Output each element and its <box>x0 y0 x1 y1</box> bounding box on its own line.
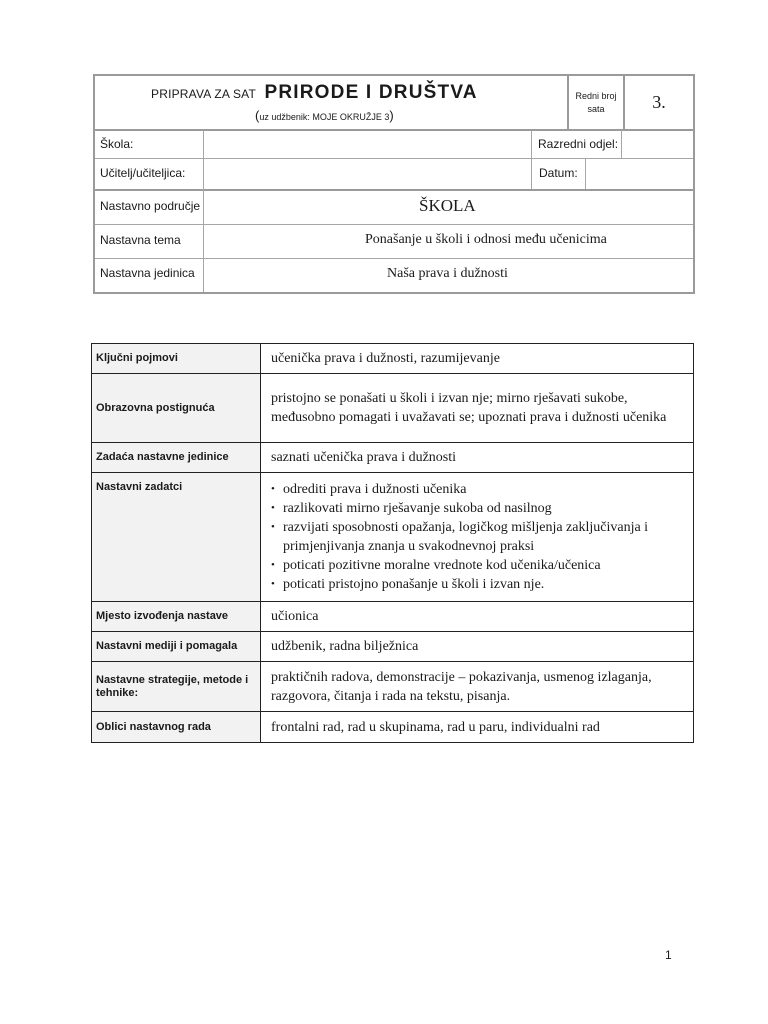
list-item: • razvijati sposobnosti opažanja, logičkog mišljenja zaključivanja i primjenjivanja znanja u svakodnevnoj praksi <box>271 518 685 556</box>
divider <box>621 130 622 159</box>
date-label: Datum: <box>539 166 578 180</box>
divider <box>531 130 532 189</box>
lesson-number-label: Redni broj sata <box>567 76 623 129</box>
table-row <box>92 443 694 473</box>
subject-area-label: Nastavno područje <box>100 199 201 213</box>
table-row <box>92 374 694 443</box>
educational-outcomes-label: Obrazovna postignuća <box>92 374 261 443</box>
school-label: Škola: <box>100 137 134 151</box>
media-value: udžbenik, radna bilježnica <box>261 632 694 662</box>
teaching-tasks-list <box>271 480 685 594</box>
divider <box>585 159 586 189</box>
list-item: • poticati pristojno ponašanje u školi i izvan nje. <box>271 575 685 594</box>
table-row <box>92 712 694 743</box>
lesson-task-value: saznati učenička prava i dužnosti <box>261 443 694 473</box>
table-row <box>92 344 694 374</box>
textbook-note-text: uz udžbenik: MOJE OKRUŽJE 3 <box>259 112 390 122</box>
table-row <box>92 662 694 712</box>
lesson-unit-label: Nastavna jedinica <box>100 266 195 280</box>
divider <box>203 130 204 292</box>
topic-value: Ponašanje u školi i odnosi među učenicima <box>365 232 607 247</box>
divider <box>95 224 693 225</box>
divider <box>95 189 693 191</box>
lesson-task-label: Zadaća nastavne jedinice <box>92 443 261 473</box>
title-subject: PRIRODE I DRUŠTVA <box>264 82 478 103</box>
educational-outcomes-value: pristojno se ponašati u školi i izvan nje; mirno rješavati sukobe, međusobno pomagati i uvažavati se; upoznati prava i dužnosti učenika <box>261 374 694 443</box>
document-title-area <box>95 76 567 129</box>
topic-label: Nastavna tema <box>100 233 181 247</box>
divider <box>95 158 693 159</box>
location-value: učionica <box>261 602 694 632</box>
strategies-value: praktičnih radova, demonstracije – pokazivanja, usmenog izlaganja, razgovora, čitanja i rada na tekstu, pisanja. <box>261 662 694 712</box>
class-label: Razredni odjel: <box>538 137 619 151</box>
lesson-details-table <box>91 343 694 743</box>
list-item: • odrediti prava i dužnosti učenika <box>271 480 685 499</box>
title-prefix: PRIPRAVA ZA SAT <box>151 87 257 101</box>
teaching-tasks-label: Nastavni zadatci <box>92 473 261 602</box>
strategies-label: Nastavne strategije, metode i tehnike: <box>92 662 261 712</box>
teaching-tasks-value <box>261 473 694 602</box>
table-row <box>92 473 694 602</box>
key-concepts-label: Ključni pojmovi <box>92 344 261 374</box>
document-title <box>151 82 478 104</box>
lesson-header-table <box>93 74 695 294</box>
media-label: Nastavni mediji i pomagala <box>92 632 261 662</box>
work-forms-value: frontalni rad, rad u skupinama, rad u paru, individualni rad <box>261 712 694 743</box>
table-row <box>92 632 694 662</box>
textbook-note: (uz udžbenik: MOJE OKRUŽJE 3) <box>255 108 394 123</box>
teacher-label: Učitelj/učiteljica: <box>100 166 186 180</box>
list-item: • poticati pozitivne moralne vrednote kod učenika/učenica <box>271 556 685 575</box>
location-label: Mjesto izvođenja nastave <box>92 602 261 632</box>
lesson-unit-value: Naša prava i dužnosti <box>387 266 508 281</box>
table-row <box>92 602 694 632</box>
divider <box>95 129 693 131</box>
lesson-number-value: 3. <box>623 76 693 129</box>
divider <box>95 258 693 259</box>
key-concepts-value: učenička prava i dužnosti, razumijevanje <box>261 344 694 374</box>
work-forms-label: Oblici nastavnog rada <box>92 712 261 743</box>
page-number: 1 <box>665 948 672 962</box>
list-item: • razlikovati mirno rješavanje sukoba od nasilnog <box>271 499 685 518</box>
subject-area-value: ŠKOLA <box>419 196 476 215</box>
